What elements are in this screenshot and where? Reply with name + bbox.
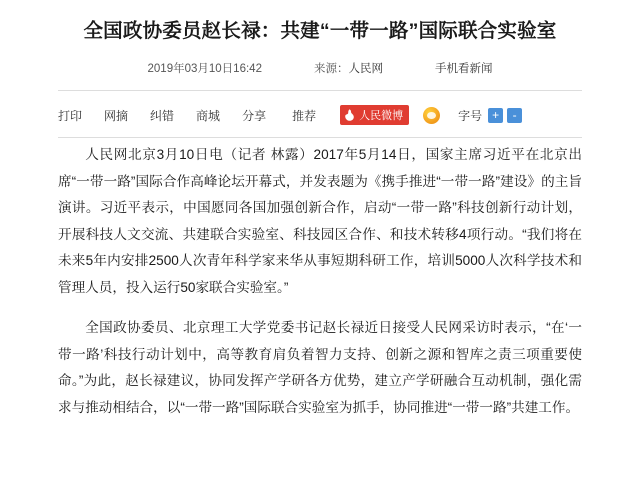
share-button[interactable]: 分享 bbox=[242, 108, 267, 123]
people-weibo-label: 人民微博 bbox=[359, 110, 404, 123]
article-body bbox=[40, 138, 600, 421]
print-button[interactable]: 打印 bbox=[58, 108, 83, 123]
webpick-button[interactable]: 网摘 bbox=[104, 108, 129, 123]
article-paragraph: 人民网北京3月10日电（记者 林露）2017年5月14日，国家主席习近平在北京出席“一带一路”国际合作高峰论坛开幕式，并发表题为《携手推进“一带一路”建设》的主旨演讲。习近平表示，中国愿同各国加强创新合作，启动“一带一路”科技创新行动计划，开展科技人文交流、共建联合实验室、科技园区合作、和技术转移4项行动。“我们将在未来5年内安排2500人次青年科学家来华从事短期科研工作，培训5000人次科学技术和管理人员，投入运行50家联合实验室。” bbox=[58, 147, 582, 295]
article-toolbar bbox=[40, 91, 600, 137]
recommend-button[interactable]: 推荐 bbox=[292, 108, 317, 123]
article-paragraph: 全国政协委员、北京理工大学党委书记赵长禄近日接受人民网采访时表示，“在‘一带一路’科技行动计划中，高等教育肩负着智力支持、创新之源和智库之责三项重要使命。”为此，赵长禄建议，协同发挥产学研各方优势，建立产学研融合互动机制，强化需求与推动相结合，以“一带一路”国际联合实验室为抓手，协同推进“一带一路”共建工作。 bbox=[58, 320, 582, 415]
source-name[interactable]: 人民网 bbox=[348, 63, 383, 76]
mall-button[interactable]: 商城 bbox=[196, 108, 221, 123]
source-label: 来源： bbox=[313, 63, 349, 76]
mobile-news-link[interactable]: 手机看新闻 bbox=[434, 63, 493, 76]
sina-weibo-icon[interactable] bbox=[423, 107, 440, 124]
page-title: 全国政协委员赵长禄：共建“一带一路”国际联合实验室 bbox=[83, 20, 557, 42]
publish-datetime: 2019年03月10日16:42 bbox=[147, 63, 262, 76]
article-meta bbox=[40, 58, 600, 90]
weibo-icon bbox=[343, 108, 356, 122]
fontsize-decrease-button[interactable]: - bbox=[507, 108, 522, 123]
people-weibo-button[interactable] bbox=[340, 105, 409, 125]
source-info bbox=[314, 60, 383, 76]
correction-button[interactable]: 纠错 bbox=[150, 108, 175, 123]
fontsize-label: 字号 bbox=[458, 108, 483, 123]
fontsize-increase-button[interactable]: + bbox=[488, 108, 503, 123]
